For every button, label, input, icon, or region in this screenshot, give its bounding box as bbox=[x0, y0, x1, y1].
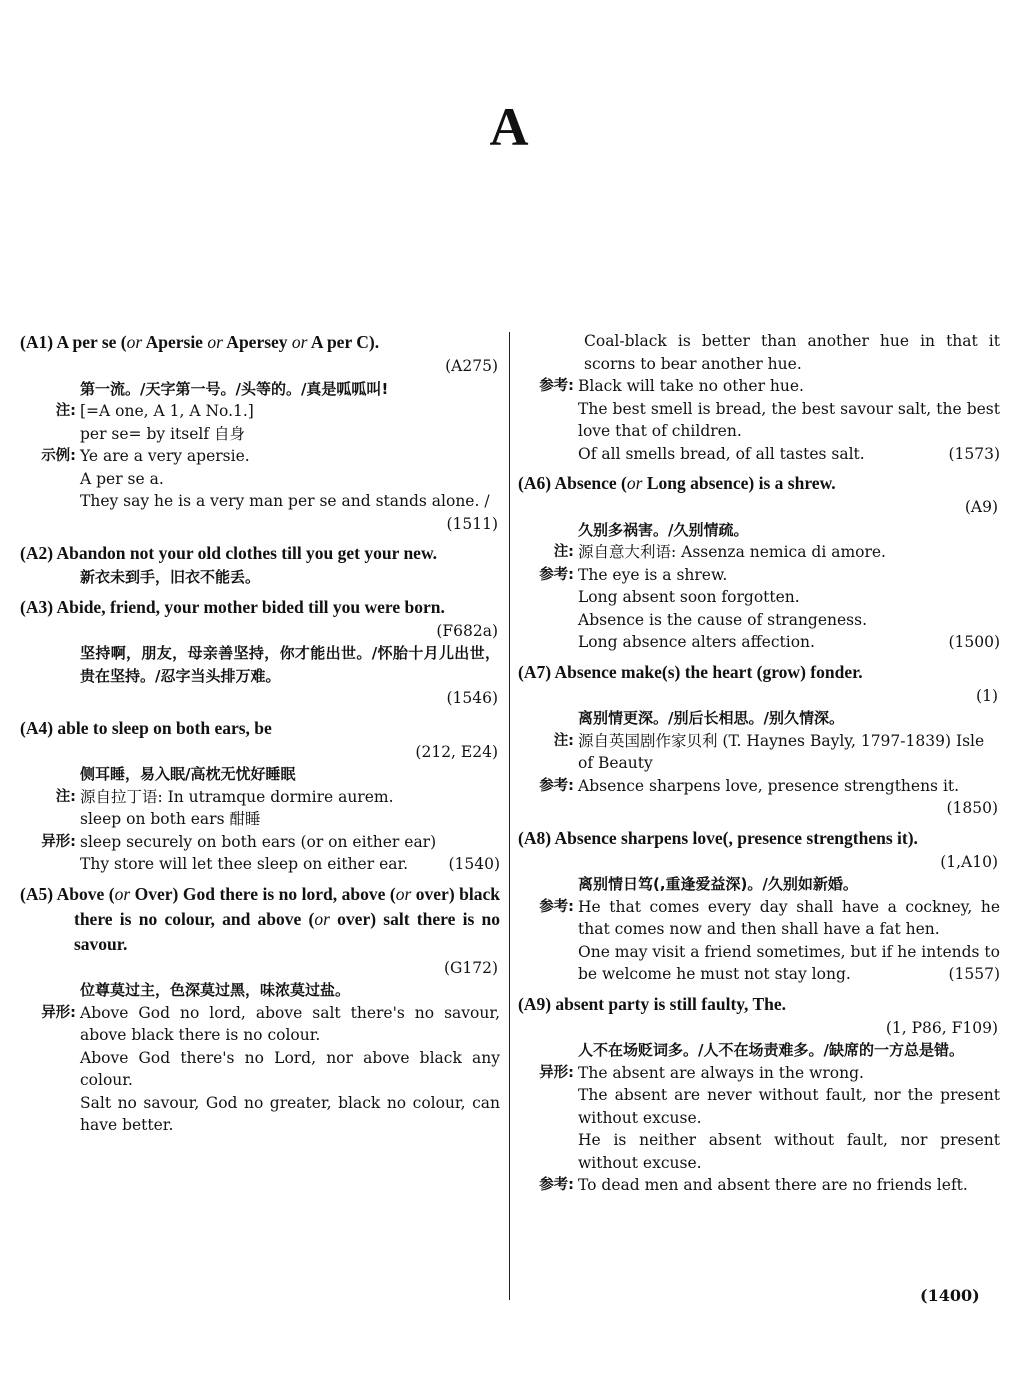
entry-a9 bbox=[518, 992, 1000, 1197]
note-tag: 注: bbox=[55, 403, 76, 419]
entry-a5 bbox=[20, 882, 500, 1137]
example: 示例: Ye are a very apersie. A per se a. They say he is a very man per se and stands alone. / bbox=[20, 445, 500, 513]
example-tag: 示例: bbox=[41, 448, 76, 464]
entry-a1 bbox=[20, 330, 500, 535]
reference-tag: 参考: bbox=[539, 777, 574, 794]
entry-a3 bbox=[20, 595, 500, 710]
page-letter: A bbox=[489, 97, 529, 157]
page-number: (1400) bbox=[920, 1286, 980, 1305]
variant: 异形: The absent are always in the wrong. The absent are never without fault, nor the present without excuse. He is neither absent without fault, nor present without excuse. bbox=[518, 1062, 1000, 1175]
entry-heading: (A8) Absence sharpens love(, presence strengthens it). bbox=[518, 827, 918, 848]
end-ref: (1557) bbox=[948, 965, 1000, 983]
entry-heading: (A1) A per se (or Apersie or Apersey or A per C). bbox=[20, 332, 380, 352]
source-ref: (A9) bbox=[964, 498, 998, 516]
source-ref: (1) bbox=[976, 686, 998, 705]
end-ref: (1500) bbox=[948, 633, 1000, 651]
variant-tag: 异形: bbox=[41, 833, 76, 850]
entry-a8 bbox=[518, 826, 1000, 986]
reference: 参考: He that comes every day shall have a cockney, he that comes now and then shall have a fat hen. One may visit a friend sometimes, but if he intends to be welcome he must not stay long. (1557) bbox=[518, 896, 1000, 986]
reference-tag: 参考: bbox=[539, 378, 574, 394]
variant-tag: 异形: bbox=[539, 1064, 574, 1081]
note: 注: [=A one, A 1, A No.1.] per se= by itself 自身 bbox=[20, 400, 500, 445]
source-ref: (A275) bbox=[445, 357, 498, 375]
note: 注: 源自意大利语: Assenza nemica di amore. bbox=[518, 541, 1000, 564]
entry-a5-continued: Coal-black is better than another hue in that it scorns to bear another hue. 参考: Black will take no other hue. The best smell is bread, the best savour salt, the best love that of children. Of all smells bread, of all tastes salt. (1573) bbox=[518, 330, 1000, 465]
note: 注: 源自英国剧作家贝利 (T. Haynes Bayly, 1797-1839) Isle of Beauty bbox=[518, 730, 1000, 775]
entry-heading: (A4) able to sleep on both ears, be bbox=[20, 717, 272, 738]
reference: 参考: The eye is a shrew. Long absent soon forgotten. Absence is the cause of strangeness. Long absence alters affection. (1500) bbox=[518, 564, 1000, 654]
chinese-translation: 侧耳睡，易入眠/高枕无忧好睡眠 bbox=[80, 765, 296, 783]
source-ref: (1, P86, F109) bbox=[885, 1018, 998, 1037]
chinese-translation: 离别情更深。/别后长相思。/别久情深。 bbox=[578, 709, 844, 727]
note-tag: 注: bbox=[55, 788, 76, 805]
chinese-translation: 久别多祸害。/久别情疏。 bbox=[578, 520, 749, 539]
variant-tag: 异形: bbox=[41, 1004, 76, 1021]
chinese-translation: 新衣未到手，旧衣不能丢。 bbox=[80, 568, 261, 586]
source-ref: (F682a) bbox=[436, 621, 498, 640]
left-column bbox=[20, 330, 500, 1143]
end-ref: (1850) bbox=[946, 799, 998, 817]
reference-tag: 参考: bbox=[539, 1177, 574, 1193]
entry-heading: (A2) Abandon not your old clothes till you get your new. bbox=[20, 543, 437, 563]
reference: 参考: Absence sharpens love, presence strengthens it. bbox=[518, 775, 1000, 798]
source-ref: (212, E24) bbox=[415, 742, 498, 761]
end-ref: (1511) bbox=[446, 514, 498, 533]
entry-a7 bbox=[518, 660, 1000, 820]
entry-heading: (A6) Absence (or Long absence) is a shrew. bbox=[518, 473, 836, 493]
end-ref: (1546) bbox=[446, 689, 498, 707]
entry-a4 bbox=[20, 716, 500, 876]
chinese-translation: 离别情日笃(,重逢爱益深)。/久别如新婚。 bbox=[578, 875, 858, 893]
chinese-translation: 位尊莫过主，色深莫过黑，味浓莫过盐。 bbox=[80, 981, 351, 999]
reference: 参考: To dead men and absent there are no friends left. bbox=[518, 1174, 1000, 1197]
source-ref: (1,A10) bbox=[940, 852, 998, 871]
chinese-translation: 坚持啊，朋友，母亲善坚持，你才能出世。/怀胎十月儿出世，贵在坚持。/忍字当头排万难。 bbox=[80, 644, 500, 685]
right-column bbox=[518, 330, 1000, 1203]
entry-heading: (A5) Above (or Over) God there is no lord, above (or over) black there is no colour, and above (or over) salt there is no savour. bbox=[20, 883, 500, 954]
variant: 异形: Above God no lord, above salt there's no savour, above black there is no colour. Above God there's no Lord, nor above black any colour. Salt no savour, God no greater, black no colour, can have better. bbox=[20, 1002, 500, 1137]
note-tag: 注: bbox=[553, 544, 574, 560]
column-divider bbox=[509, 332, 510, 1300]
entry-heading: (A3) Abide, friend, your mother bided till you were born. bbox=[20, 596, 445, 617]
entry-a6 bbox=[518, 471, 1000, 654]
reference-tag: 参考: bbox=[539, 898, 574, 915]
entry-heading: (A7) Absence make(s) the heart (grow) fonder. bbox=[518, 661, 863, 682]
end-ref: (1540) bbox=[448, 855, 500, 873]
note-tag: 注: bbox=[553, 732, 574, 749]
reference-tag: 参考: bbox=[539, 566, 574, 583]
entry-heading: (A9) absent party is still faulty, The. bbox=[518, 993, 787, 1014]
entry-a2 bbox=[20, 541, 500, 589]
reference: 参考: Black will take no other hue. The best smell is bread, the best savour salt, the best love that of children. Of all smells bread, of all tastes salt. (1573) bbox=[518, 375, 1000, 465]
variant: 异形: sleep securely on both ears (or on either ear) Thy store will let thee sleep on either ear. (1540) bbox=[20, 831, 500, 876]
chinese-translation: 第一流。/天字第一号。/头等的。/真是呱呱叫! bbox=[80, 379, 389, 398]
end-ref: (1573) bbox=[948, 444, 1000, 463]
source-ref: (G172) bbox=[443, 958, 498, 977]
chinese-translation: 人不在场贬词多。/人不在场责难多。/缺席的一方总是错。 bbox=[578, 1041, 964, 1059]
note: 注: 源自拉丁语: In utramque dormire aurem. sleep on both ears 酣睡 bbox=[20, 786, 500, 831]
